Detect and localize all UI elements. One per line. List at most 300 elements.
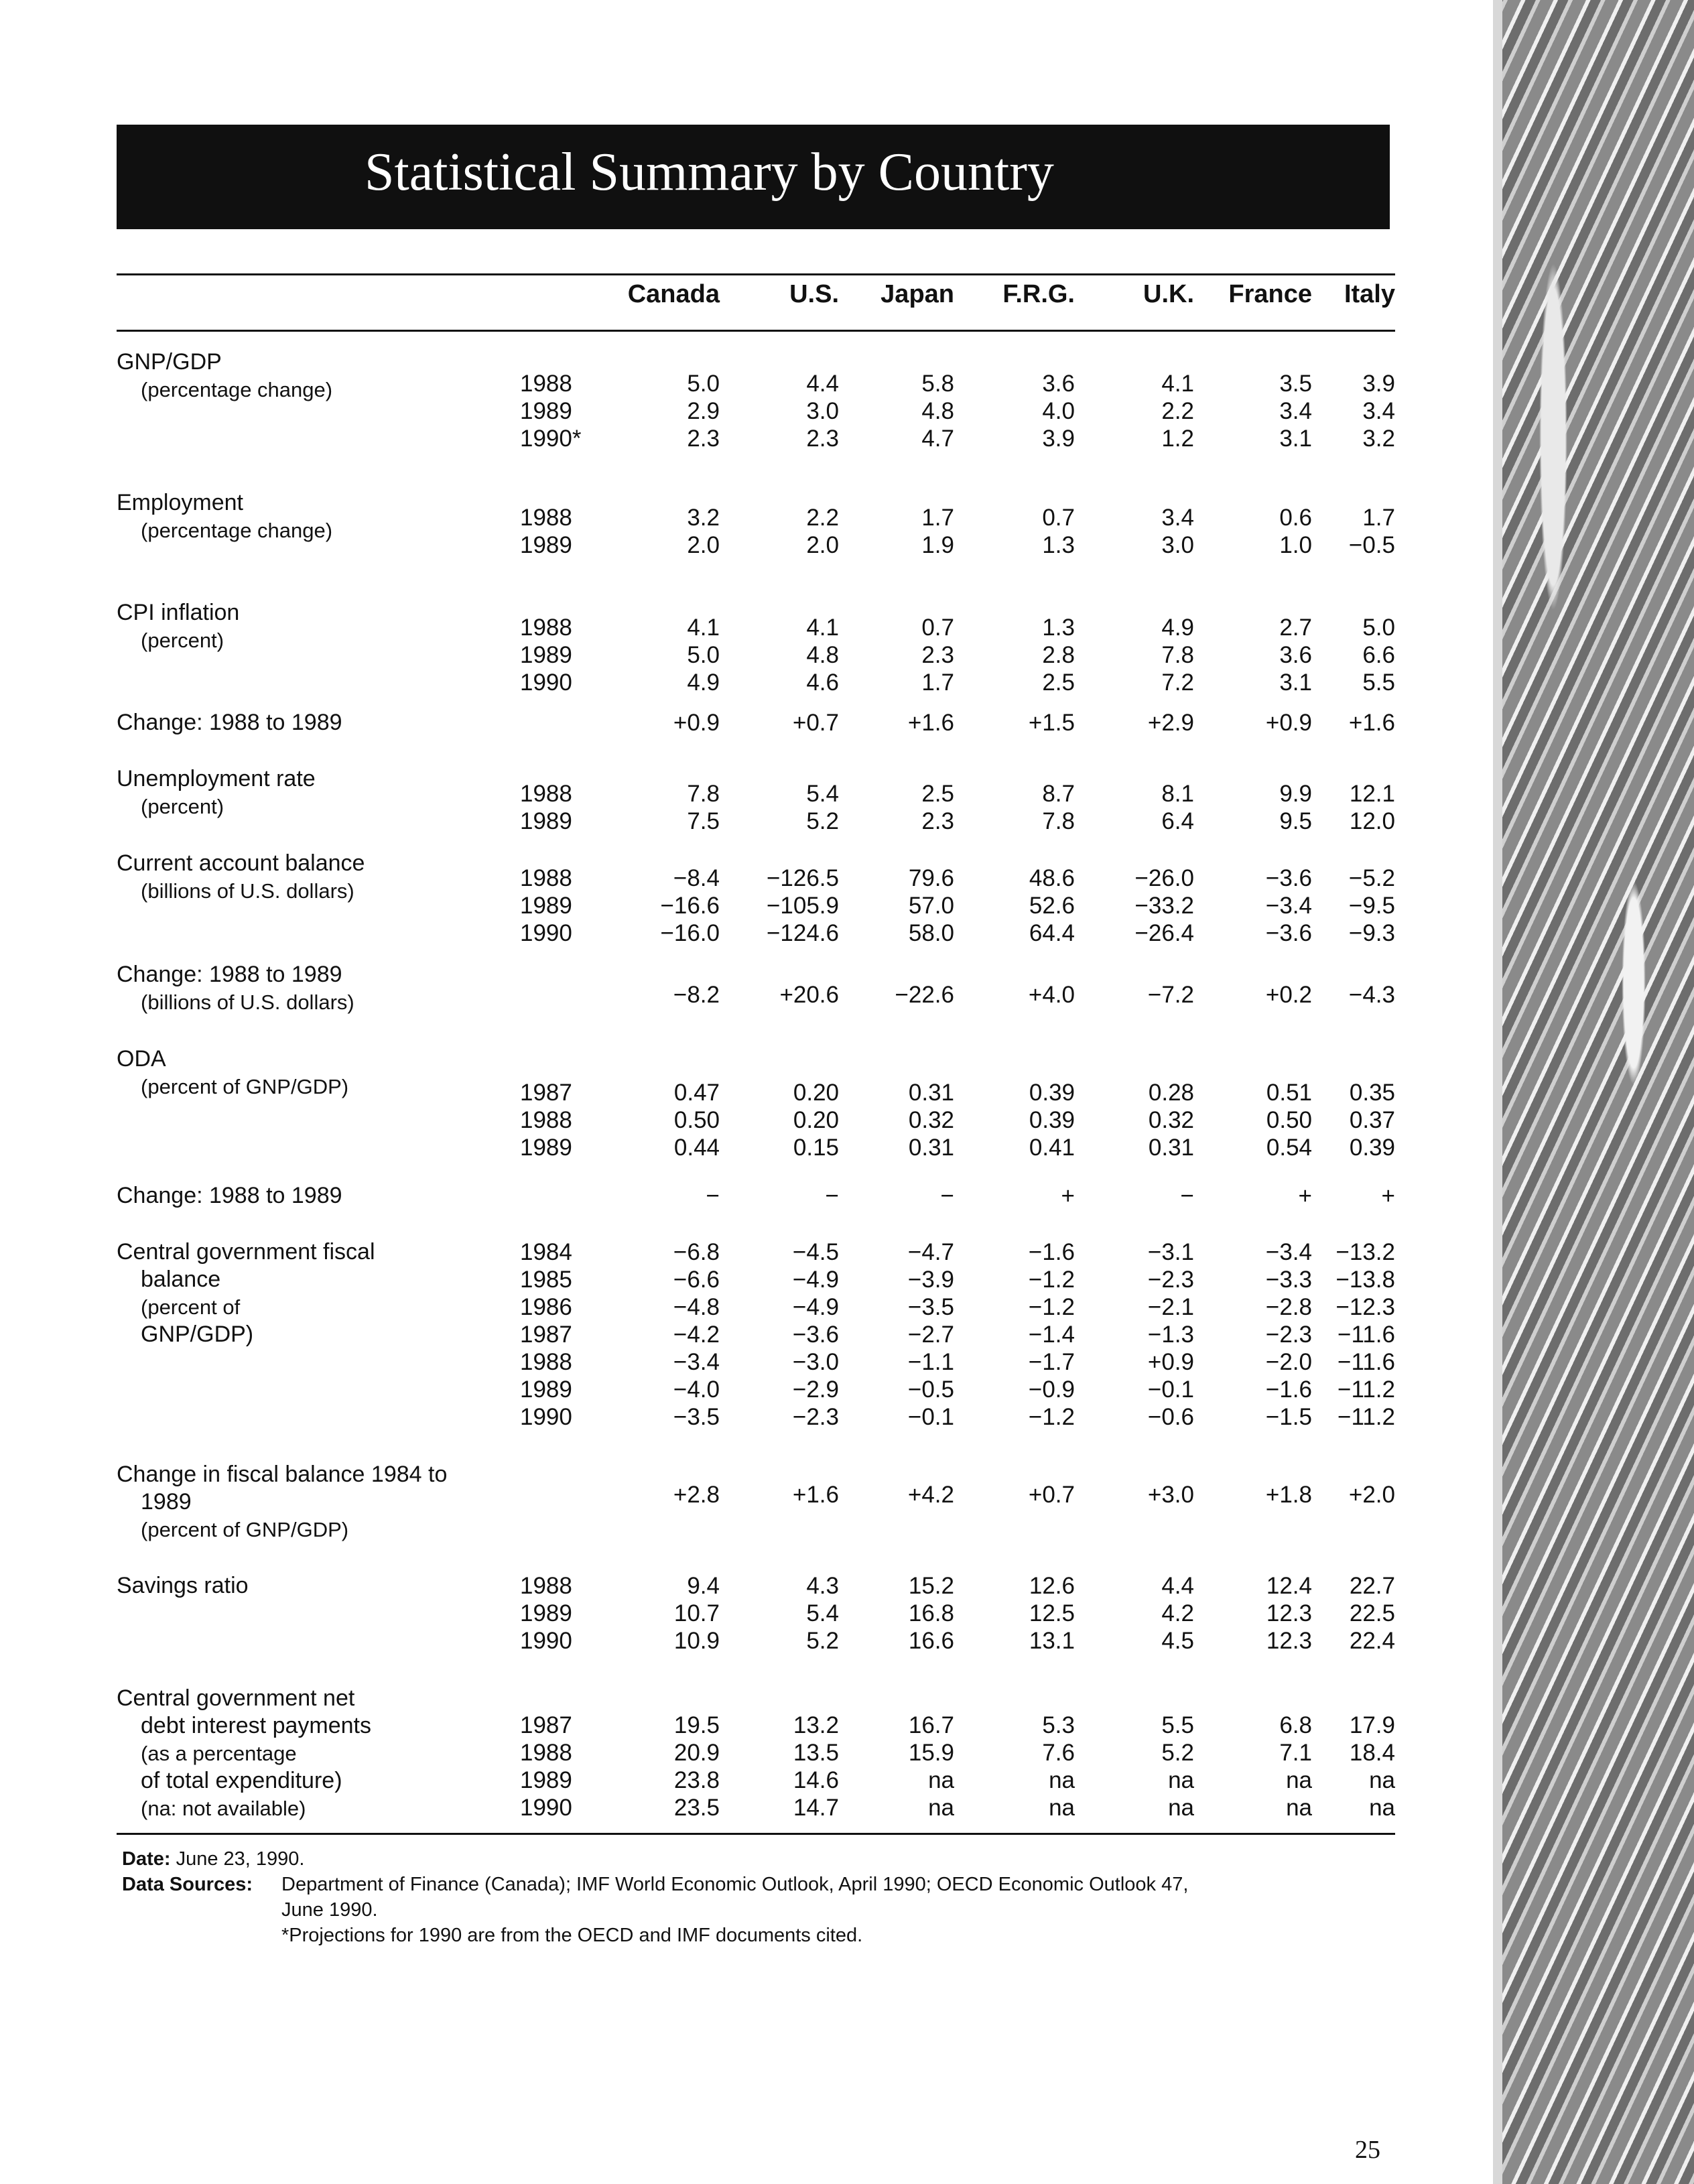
table-cell: 0.31 bbox=[908, 1135, 954, 1161]
row-sublabel: (percent of GNP/GDP) bbox=[141, 1518, 349, 1541]
table-cell: 0.20 bbox=[793, 1107, 839, 1133]
table-cell: 6.8 bbox=[1279, 1712, 1312, 1738]
table-cell: 13.2 bbox=[793, 1712, 839, 1738]
table-cell: −4.8 bbox=[673, 1294, 720, 1320]
table-cell: 4.1 bbox=[687, 615, 720, 641]
table-cell: 12.3 bbox=[1266, 1628, 1312, 1654]
table-cell: na bbox=[1286, 1795, 1312, 1821]
table-cell: 5.2 bbox=[1161, 1740, 1194, 1766]
table-cell: −1.5 bbox=[1265, 1404, 1312, 1430]
table-cell: −1.1 bbox=[907, 1349, 954, 1375]
table-cell: −5.2 bbox=[1348, 865, 1395, 891]
column-header: U.S. bbox=[789, 280, 839, 308]
table-cell: +20.6 bbox=[779, 982, 839, 1008]
row-year: 1989 bbox=[520, 1135, 572, 1161]
table-cell: +0.7 bbox=[792, 710, 839, 736]
row-year: 1988 bbox=[520, 1349, 572, 1375]
table-cell: na bbox=[928, 1795, 954, 1821]
row-year: 1990 bbox=[520, 920, 572, 946]
column-header: U.K. bbox=[1143, 280, 1194, 308]
table-cell: 3.1 bbox=[1279, 426, 1312, 452]
table-cell: −26.4 bbox=[1134, 920, 1194, 946]
table-cell: +2.8 bbox=[673, 1482, 720, 1508]
table-cell: na bbox=[928, 1767, 954, 1793]
table-cell: −2.3 bbox=[1147, 1267, 1194, 1293]
table-cell: 12.3 bbox=[1266, 1600, 1312, 1626]
row-year: 1986 bbox=[520, 1294, 572, 1320]
row-year: 1989 bbox=[520, 808, 572, 834]
table-cell: 4.4 bbox=[806, 371, 839, 397]
row-year: 1988 bbox=[520, 505, 572, 531]
row-year: 1989 bbox=[520, 532, 572, 558]
row-label: Current account balance bbox=[117, 850, 365, 876]
row-year: 1988 bbox=[520, 1573, 572, 1599]
table-cell: −4.2 bbox=[673, 1322, 720, 1348]
table-cell: −1.6 bbox=[1265, 1376, 1312, 1403]
table-cell: na bbox=[1369, 1795, 1395, 1821]
table-cell: −12.3 bbox=[1335, 1294, 1395, 1320]
table-cell: −8.2 bbox=[673, 982, 720, 1008]
row-label: Change: 1988 to 1989 bbox=[117, 710, 342, 735]
table-cell: +1.6 bbox=[907, 710, 954, 736]
row-sublabel: (percent) bbox=[141, 629, 224, 652]
row-year: 1988 bbox=[520, 781, 572, 807]
table-cell: 79.6 bbox=[908, 865, 954, 891]
table-cell: 4.9 bbox=[687, 669, 720, 696]
table-cell: 5.3 bbox=[1042, 1712, 1075, 1738]
table-cell: + bbox=[1381, 1183, 1395, 1209]
column-header: F.R.G. bbox=[1002, 280, 1075, 308]
column-header: Italy bbox=[1344, 280, 1395, 308]
table-cell: 5.0 bbox=[687, 371, 720, 397]
column-header: Canada bbox=[627, 280, 720, 308]
table-cell: 14.6 bbox=[793, 1767, 839, 1793]
table-cell: 8.7 bbox=[1042, 781, 1075, 807]
table-cell: 58.0 bbox=[908, 920, 954, 946]
table-cell: 3.2 bbox=[687, 505, 720, 531]
table-cell: 4.1 bbox=[1161, 371, 1194, 397]
row-label: CPI inflation bbox=[117, 600, 240, 625]
footer-sources bbox=[122, 1874, 253, 1896]
row-sublabel: (billions of U.S. dollars) bbox=[141, 879, 354, 903]
table-cell: −4.7 bbox=[907, 1239, 954, 1265]
row-year: 1984 bbox=[520, 1239, 572, 1265]
table-cell: 3.4 bbox=[1362, 398, 1395, 424]
table-cell: 2.2 bbox=[1161, 398, 1194, 424]
table-cell: −4.0 bbox=[673, 1376, 720, 1403]
table-bottom-rule bbox=[117, 1833, 1395, 1835]
table-cell: 12.5 bbox=[1029, 1600, 1075, 1626]
table-cell: 22.7 bbox=[1349, 1573, 1395, 1599]
row-label: Savings ratio bbox=[117, 1573, 249, 1598]
table-cell: +0.9 bbox=[1147, 1349, 1194, 1375]
table-cell: 7.8 bbox=[1042, 808, 1075, 834]
table-cell: 3.9 bbox=[1042, 426, 1075, 452]
table-cell: 0.28 bbox=[1148, 1080, 1194, 1106]
row-label: Unemployment rate bbox=[117, 766, 316, 791]
table-cell: 23.5 bbox=[673, 1795, 720, 1821]
row-label: ODA bbox=[117, 1046, 166, 1072]
table-cell: 7.6 bbox=[1042, 1740, 1075, 1766]
table-cell: 5.5 bbox=[1161, 1712, 1194, 1738]
table-cell: +1.8 bbox=[1265, 1482, 1312, 1508]
row-year: 1989 bbox=[520, 642, 572, 668]
table-cell: −11.6 bbox=[1338, 1322, 1395, 1348]
table-cell: 4.6 bbox=[806, 669, 839, 696]
table-cell: +0.9 bbox=[673, 710, 720, 736]
table-cell: 2.0 bbox=[687, 532, 720, 558]
table-cell: −0.5 bbox=[1348, 532, 1395, 558]
table-cell: 15.9 bbox=[908, 1740, 954, 1766]
table-cell: 10.7 bbox=[673, 1600, 720, 1626]
footer-date bbox=[122, 1848, 304, 1870]
table-cell: − bbox=[706, 1183, 720, 1209]
row-year: 1987 bbox=[520, 1080, 572, 1106]
table-cell: −105.9 bbox=[766, 893, 839, 919]
table-cell: 1.3 bbox=[1042, 532, 1075, 558]
table-cell: 3.5 bbox=[1279, 371, 1312, 397]
row-year: 1989 bbox=[520, 398, 572, 424]
table-cell: 1.3 bbox=[1042, 615, 1075, 641]
row-year: 1989 bbox=[520, 1376, 572, 1403]
table-cell: 4.2 bbox=[1161, 1600, 1194, 1626]
table-cell: +0.7 bbox=[1028, 1482, 1075, 1508]
table-cell: −3.9 bbox=[907, 1267, 954, 1293]
table-cell: −0.1 bbox=[1147, 1376, 1194, 1403]
table-cell: +1.5 bbox=[1028, 710, 1075, 736]
table-cell: 12.6 bbox=[1029, 1573, 1075, 1599]
row-label: GNP/GDP bbox=[117, 349, 222, 375]
row-year: 1990 bbox=[520, 1404, 572, 1430]
table-cell: 2.9 bbox=[687, 398, 720, 424]
table-cell: −11.6 bbox=[1338, 1349, 1395, 1375]
table-cell: 3.9 bbox=[1362, 371, 1395, 397]
table-cell: 7.5 bbox=[687, 808, 720, 834]
table-cell: 0.7 bbox=[921, 615, 954, 641]
table-cell: 8.1 bbox=[1161, 781, 1194, 807]
table-cell: −2.0 bbox=[1265, 1349, 1312, 1375]
table-cell: −16.6 bbox=[660, 893, 720, 919]
table-cell: 4.8 bbox=[921, 398, 954, 424]
table-cell: 12.0 bbox=[1349, 808, 1395, 834]
row-sublabel: 1989 bbox=[141, 1489, 192, 1515]
table-cell: 10.9 bbox=[673, 1628, 720, 1654]
row-sublabel: (percent) bbox=[141, 795, 224, 818]
table-cell: − bbox=[825, 1183, 839, 1209]
table-cell: 19.5 bbox=[673, 1712, 720, 1738]
table-cell: 1.0 bbox=[1279, 532, 1312, 558]
table-cell: −2.1 bbox=[1147, 1294, 1194, 1320]
table-cell: na bbox=[1049, 1795, 1075, 1821]
table-cell: 2.3 bbox=[921, 808, 954, 834]
table-cell: −1.3 bbox=[1147, 1322, 1194, 1348]
table-cell: −26.0 bbox=[1134, 865, 1194, 891]
page-title: Statistical Summary by Country bbox=[365, 143, 1054, 202]
title-banner bbox=[117, 125, 1390, 229]
table-cell: 0.20 bbox=[793, 1080, 839, 1106]
decorative-map-strip bbox=[1493, 0, 1694, 2184]
table-cell: 0.32 bbox=[908, 1107, 954, 1133]
table-cell: 5.5 bbox=[1362, 669, 1395, 696]
table-cell: −6.6 bbox=[673, 1267, 720, 1293]
table-cell: 52.6 bbox=[1029, 893, 1075, 919]
row-sublabel: balance bbox=[141, 1267, 221, 1292]
table-cell: 2.0 bbox=[806, 532, 839, 558]
row-year: 1990 bbox=[520, 1795, 572, 1821]
table-cell: −2.3 bbox=[792, 1404, 839, 1430]
table-cell: −2.9 bbox=[792, 1376, 839, 1403]
table-cell: 4.1 bbox=[806, 615, 839, 641]
table-cell: −33.2 bbox=[1134, 893, 1194, 919]
table-cell: −2.3 bbox=[1265, 1322, 1312, 1348]
row-label: Employment bbox=[117, 490, 243, 515]
table-cell: 0.44 bbox=[673, 1135, 720, 1161]
table-cell: −6.8 bbox=[673, 1239, 720, 1265]
row-label: Change in fiscal balance 1984 to bbox=[117, 1462, 448, 1487]
table-top-rule bbox=[117, 273, 1395, 275]
table-cell: 4.7 bbox=[921, 426, 954, 452]
row-label: Change: 1988 to 1989 bbox=[117, 962, 342, 987]
table-cell: 3.4 bbox=[1161, 505, 1194, 531]
table-cell: 0.39 bbox=[1029, 1107, 1075, 1133]
table-cell: −8.4 bbox=[673, 865, 720, 891]
table-cell: 0.31 bbox=[908, 1080, 954, 1106]
table-cell: 3.0 bbox=[806, 398, 839, 424]
table-cell: 16.6 bbox=[908, 1628, 954, 1654]
table-cell: +4.2 bbox=[907, 1482, 954, 1508]
table-cell: +3.0 bbox=[1147, 1482, 1194, 1508]
date-label: Date: bbox=[122, 1848, 171, 1870]
row-sublabel: of total expenditure) bbox=[141, 1768, 342, 1793]
row-year: 1989 bbox=[520, 893, 572, 919]
table-cell: −13.8 bbox=[1335, 1267, 1395, 1293]
row-year: 1988 bbox=[520, 371, 572, 397]
map-strip-edge bbox=[1493, 0, 1502, 2184]
row-sublabel: GNP/GDP) bbox=[141, 1322, 254, 1347]
table-cell: 22.5 bbox=[1349, 1600, 1395, 1626]
table-cell: 0.54 bbox=[1266, 1135, 1312, 1161]
table-cell: 13.5 bbox=[793, 1740, 839, 1766]
table-cell: 1.7 bbox=[1362, 505, 1395, 531]
row-year: 1988 bbox=[520, 865, 572, 891]
table-cell: 1.7 bbox=[921, 669, 954, 696]
table-cell: +0.2 bbox=[1265, 982, 1312, 1008]
table-cell: 7.1 bbox=[1279, 1740, 1312, 1766]
table-cell: −0.9 bbox=[1028, 1376, 1075, 1403]
table-cell: 0.37 bbox=[1349, 1107, 1395, 1133]
table-cell: +2.0 bbox=[1348, 1482, 1395, 1508]
table-cell: −1.2 bbox=[1028, 1404, 1075, 1430]
table-cell: −1.2 bbox=[1028, 1294, 1075, 1320]
table-cell: 23.8 bbox=[673, 1767, 720, 1793]
table-cell: −3.0 bbox=[792, 1349, 839, 1375]
table-cell: −3.5 bbox=[907, 1294, 954, 1320]
row-sublabel: (as a percentage bbox=[141, 1742, 297, 1765]
table-cell: na bbox=[1369, 1767, 1395, 1793]
table-cell: − bbox=[940, 1183, 954, 1209]
table-cell: +1.6 bbox=[1348, 710, 1395, 736]
table-cell: −11.2 bbox=[1338, 1404, 1395, 1430]
table-cell: −1.2 bbox=[1028, 1267, 1075, 1293]
table-cell: −11.2 bbox=[1338, 1376, 1395, 1403]
row-year: 1987 bbox=[520, 1322, 572, 1348]
table-cell: 0.39 bbox=[1029, 1080, 1075, 1106]
table-cell: 12.4 bbox=[1266, 1573, 1312, 1599]
table-cell: 13.1 bbox=[1029, 1628, 1075, 1654]
table-cell: 4.4 bbox=[1161, 1573, 1194, 1599]
table-cell: 1.7 bbox=[921, 505, 954, 531]
table-cell: −3.4 bbox=[1265, 893, 1312, 919]
table-cell: −1.7 bbox=[1028, 1349, 1075, 1375]
table-cell: −4.3 bbox=[1348, 982, 1395, 1008]
table-cell: 0.47 bbox=[673, 1080, 720, 1106]
row-label: Central government fiscal bbox=[117, 1239, 375, 1265]
table-cell: na bbox=[1168, 1767, 1194, 1793]
table-cell: 0.15 bbox=[793, 1135, 839, 1161]
table-cell: 9.5 bbox=[1279, 808, 1312, 834]
table-cell: −2.7 bbox=[907, 1322, 954, 1348]
table-cell: na bbox=[1168, 1795, 1194, 1821]
table-cell: −3.6 bbox=[1265, 865, 1312, 891]
table-cell: 2.8 bbox=[1042, 642, 1075, 668]
table-cell: 5.4 bbox=[806, 781, 839, 807]
table-cell: 48.6 bbox=[1029, 865, 1075, 891]
table-cell: −22.6 bbox=[895, 982, 954, 1008]
table-cell: 5.0 bbox=[687, 642, 720, 668]
table-cell: −1.6 bbox=[1028, 1239, 1075, 1265]
table-cell: +4.0 bbox=[1028, 982, 1075, 1008]
table-cell: 7.8 bbox=[1161, 642, 1194, 668]
row-sublabel: debt interest payments bbox=[141, 1713, 371, 1738]
table-cell: 9.4 bbox=[687, 1573, 720, 1599]
table-cell: 2.7 bbox=[1279, 615, 1312, 641]
row-year: 1990 bbox=[520, 1628, 572, 1654]
row-label: Central government net bbox=[117, 1685, 355, 1711]
table-cell: 5.2 bbox=[806, 808, 839, 834]
table-cell: 0.7 bbox=[1042, 505, 1075, 531]
table-cell: 5.8 bbox=[921, 371, 954, 397]
row-sublabel: (percentage change) bbox=[141, 519, 333, 542]
table-cell: 3.2 bbox=[1362, 426, 1395, 452]
row-year: 1988 bbox=[520, 1107, 572, 1133]
table-cell: −3.6 bbox=[792, 1322, 839, 1348]
table-cell: +1.6 bbox=[792, 1482, 839, 1508]
table-cell: 17.9 bbox=[1349, 1712, 1395, 1738]
table-cell: 0.50 bbox=[673, 1107, 720, 1133]
table-cell: +0.9 bbox=[1265, 710, 1312, 736]
table-cell: 16.7 bbox=[908, 1712, 954, 1738]
table-cell: 2.5 bbox=[1042, 669, 1075, 696]
table-cell: 2.3 bbox=[806, 426, 839, 452]
table-cell: 3.6 bbox=[1279, 642, 1312, 668]
row-sublabel: (billions of U.S. dollars) bbox=[141, 990, 354, 1014]
row-year: 1990 bbox=[520, 669, 572, 696]
table-cell: −0.5 bbox=[907, 1376, 954, 1403]
table-cell: 1.9 bbox=[921, 532, 954, 558]
table-cell: + bbox=[1061, 1183, 1075, 1209]
table-cell: − bbox=[1180, 1183, 1194, 1209]
table-cell: 0.51 bbox=[1266, 1080, 1312, 1106]
table-cell: −9.3 bbox=[1348, 920, 1395, 946]
table-cell: 0.31 bbox=[1148, 1135, 1194, 1161]
sources-line-1: Department of Finance (Canada); IMF World Economic Outlook, April 1990; OECD Economic Outlook 47, bbox=[281, 1874, 1189, 1895]
row-label: Change: 1988 to 1989 bbox=[117, 1183, 342, 1208]
row-sublabel: (percentage change) bbox=[141, 378, 333, 401]
table-cell: 5.0 bbox=[1362, 615, 1395, 641]
date-value: June 23, 1990. bbox=[176, 1848, 305, 1870]
table-cell: −9.5 bbox=[1348, 893, 1395, 919]
table-cell: na bbox=[1049, 1767, 1075, 1793]
row-year: 1985 bbox=[520, 1267, 572, 1293]
table-cell: −126.5 bbox=[766, 865, 839, 891]
table-cell: 2.3 bbox=[921, 642, 954, 668]
table-cell: 4.5 bbox=[1161, 1628, 1194, 1654]
table-cell: 0.41 bbox=[1029, 1135, 1075, 1161]
table-cell: 5.2 bbox=[806, 1628, 839, 1654]
table-cell: 3.1 bbox=[1279, 669, 1312, 696]
column-header: France bbox=[1228, 280, 1312, 308]
table-cell: 0.6 bbox=[1279, 505, 1312, 531]
table-cell: −3.6 bbox=[1265, 920, 1312, 946]
table-cell: −3.5 bbox=[673, 1404, 720, 1430]
table-cell: 0.50 bbox=[1266, 1107, 1312, 1133]
table-cell: −1.4 bbox=[1028, 1322, 1075, 1348]
page-number: 25 bbox=[1355, 2136, 1380, 2164]
table-cell: 2.2 bbox=[806, 505, 839, 531]
table-cell: 57.0 bbox=[908, 893, 954, 919]
table-cell: −16.0 bbox=[660, 920, 720, 946]
table-cell: −3.4 bbox=[673, 1349, 720, 1375]
table-cell: 3.4 bbox=[1279, 398, 1312, 424]
table-cell: −0.6 bbox=[1147, 1404, 1194, 1430]
table-cell: 22.4 bbox=[1349, 1628, 1395, 1654]
row-year: 1990* bbox=[520, 426, 582, 452]
table-cell: 4.0 bbox=[1042, 398, 1075, 424]
sources-line-2: June 1990. bbox=[281, 1899, 378, 1921]
table-cell: 7.2 bbox=[1161, 669, 1194, 696]
table-cell: 4.3 bbox=[806, 1573, 839, 1599]
table-cell: −4.9 bbox=[792, 1267, 839, 1293]
table-cell: −3.1 bbox=[1147, 1239, 1194, 1265]
table-cell: + bbox=[1298, 1183, 1312, 1209]
table-cell: 4.8 bbox=[806, 642, 839, 668]
row-year: 1989 bbox=[520, 1767, 572, 1793]
table-cell: −4.5 bbox=[792, 1239, 839, 1265]
table-cell: 2.3 bbox=[687, 426, 720, 452]
table-cell: 9.9 bbox=[1279, 781, 1312, 807]
table-cell: 15.2 bbox=[908, 1573, 954, 1599]
table-cell: 2.5 bbox=[921, 781, 954, 807]
table-cell: −4.9 bbox=[792, 1294, 839, 1320]
table-cell: −3.4 bbox=[1265, 1239, 1312, 1265]
row-sublabel: (percent of GNP/GDP) bbox=[141, 1075, 349, 1098]
table-cell: 6.4 bbox=[1161, 808, 1194, 834]
table-cell: 0.32 bbox=[1148, 1107, 1194, 1133]
table-cell: 16.8 bbox=[908, 1600, 954, 1626]
row-year: 1988 bbox=[520, 1740, 572, 1766]
table-cell: 14.7 bbox=[793, 1795, 839, 1821]
table-cell: 5.4 bbox=[806, 1600, 839, 1626]
table-cell: −7.2 bbox=[1147, 982, 1194, 1008]
table-cell: 12.1 bbox=[1349, 781, 1395, 807]
table-cell: −0.1 bbox=[907, 1404, 954, 1430]
table-cell: 3.0 bbox=[1161, 532, 1194, 558]
table-cell: 1.2 bbox=[1161, 426, 1194, 452]
row-year: 1989 bbox=[520, 1600, 572, 1626]
row-year: 1988 bbox=[520, 615, 572, 641]
table-cell: 0.35 bbox=[1349, 1080, 1395, 1106]
table-cell: −2.8 bbox=[1265, 1294, 1312, 1320]
